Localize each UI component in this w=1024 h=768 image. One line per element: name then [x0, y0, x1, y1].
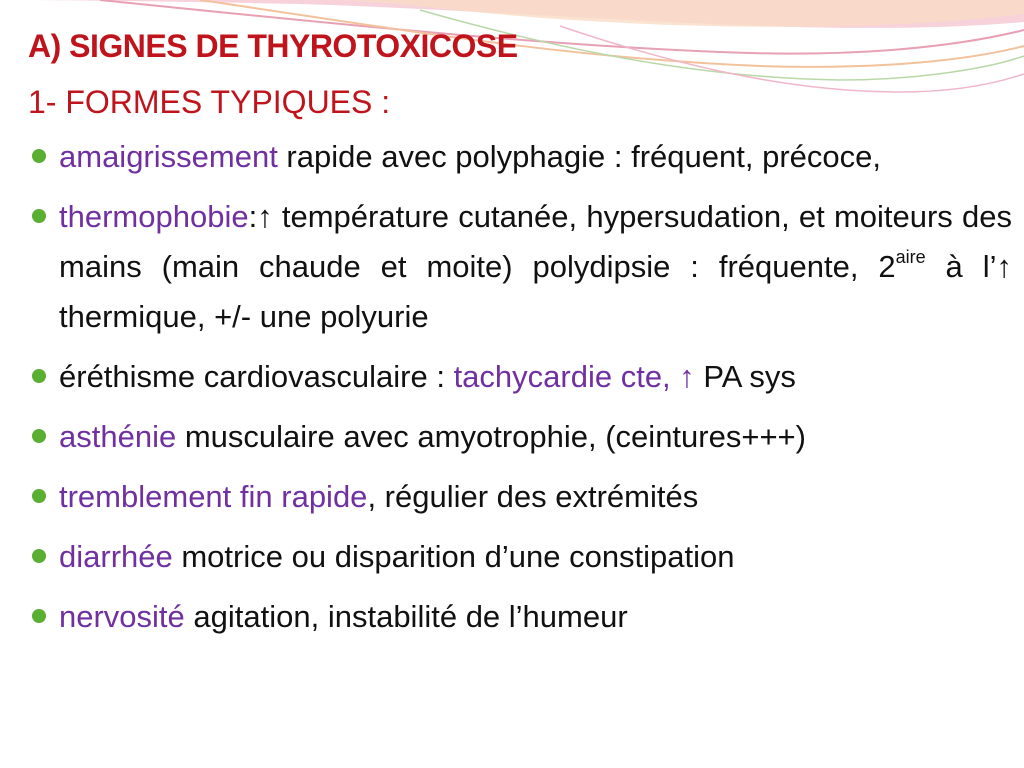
bullet-list [30, 132, 1012, 652]
bullet-text: musculaire avec amyotrophie, (ceintures+++) [176, 419, 806, 454]
bullet-highlight: diarrhée [59, 539, 173, 574]
bullet-superscript: aire [895, 247, 926, 267]
bullet-text: rapide avec polyphagie : fréquent, précoce, [277, 139, 881, 174]
bullet-highlight: asthénie [59, 419, 177, 454]
bullet-text-continued: PA sys [694, 359, 796, 394]
bullet-dot-icon [32, 369, 46, 383]
bullet-highlight: tremblement fin rapide [59, 479, 368, 514]
bullet-text-continued: à l’↑ thermique, +/- une polyurie [59, 249, 1012, 334]
bullet-item-tremblement [30, 472, 1012, 522]
bullet-highlight: tachycardie cte, ↑ [453, 359, 695, 394]
bullet-dot-icon [32, 429, 46, 443]
bullet-text: agitation, instabilité de l’humeur [184, 599, 628, 634]
wave-band-peach [340, 0, 1024, 27]
bullet-text: , régulier des extrémités [367, 479, 699, 514]
bullet-item-thermophobie [30, 192, 1012, 342]
slide-subtitle: 1- FORMES TYPIQUES : [28, 84, 391, 120]
bullet-item-diarrhee [30, 532, 1012, 582]
bullet-dot-icon [32, 149, 46, 163]
bullet-text: :↑ température cutanée, hypersudation, et moiteurs des mains (main chaude et moite) polydipsie : fréquente, 2 [59, 199, 1012, 284]
bullet-dot-icon [32, 609, 46, 623]
bullet-highlight: thermophobie [59, 199, 249, 234]
bullet-dot-icon [32, 489, 46, 503]
bullet-highlight: nervosité [59, 599, 185, 634]
bullet-dot-icon [32, 209, 46, 223]
bullet-item-erethisme [30, 352, 1012, 402]
bullet-highlight: amaigrissement [59, 139, 278, 174]
bullet-text: éréthisme cardiovasculaire : [59, 359, 454, 394]
bullet-text: motrice ou disparition d’une constipation [172, 539, 735, 574]
bullet-dot-icon [32, 549, 46, 563]
bullet-item-amaigrissement [30, 132, 1012, 182]
bullet-item-nervosite [30, 592, 1012, 642]
slide-title: A) SIGNES DE THYROTOXICOSE [28, 28, 518, 64]
bullet-item-asthenie [30, 412, 1012, 462]
